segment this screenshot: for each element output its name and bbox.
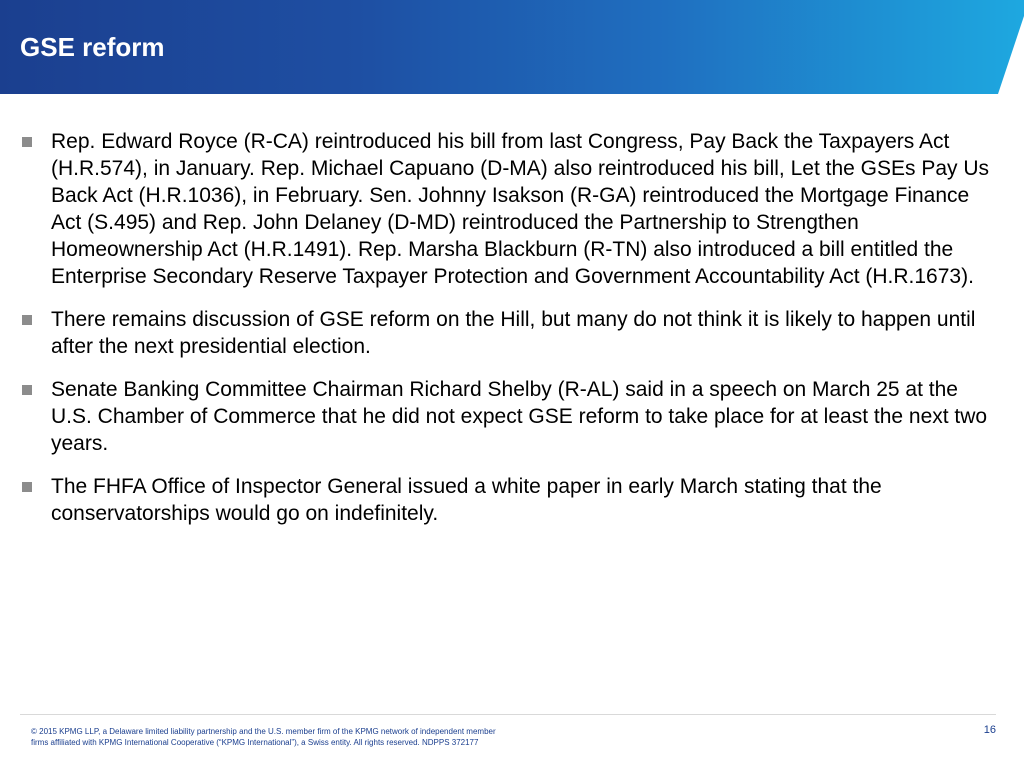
square-bullet-icon	[22, 137, 32, 147]
slide-title: GSE reform	[20, 32, 165, 62]
bullet-item	[22, 306, 990, 360]
page-number: 16	[983, 724, 996, 736]
footer-copyright	[31, 726, 551, 748]
bullet-item	[22, 376, 990, 457]
bullet-list	[22, 128, 990, 543]
footer-copyright-line: © 2015 KPMG LLP, a Delaware limited liability partnership and the U.S. member firm of the KPMG network of independent member	[31, 727, 496, 736]
square-bullet-icon	[22, 315, 32, 325]
bullet-text: There remains discussion of GSE reform on the Hill, but many do not think it is likely to happen until after the next presidential election.	[51, 308, 976, 358]
bullet-text: Rep. Edward Royce (R-CA) reintroduced his bill from last Congress, Pay Back the Taxpayers Act (H.R.574), in January. Rep. Michael Capuano (D-MA) also reintroduced his bill, Let the GSEs Pay Us Back Act (H.R.1036), in February. Sen. Johnny Isakson (R-GA) reintroduced the Mortgage Finance Act (S.495) and Rep. John Delaney (D-MD) reintroduced the Partnership to Strengthen Homeownership Act (H.R.1491). Rep. Marsha Blackburn (R-TN) also introduced a bill entitled the Enterprise Secondary Reserve Taxpayer Protection and Government Accountability Act (H.R.1673).	[51, 130, 990, 288]
bullet-text: The FHFA Office of Inspector General issued a white paper in early March stating that the conservatorships would go on indefinitely.	[51, 475, 882, 525]
footer-divider	[20, 714, 996, 715]
square-bullet-icon	[22, 482, 32, 492]
bullet-item	[22, 128, 990, 290]
footer-copyright-line: firms affiliated with KPMG International Cooperative (“KPMG International”), a Swiss entity. All rights reserved. NDPPS 372177	[31, 738, 479, 747]
square-bullet-icon	[22, 385, 32, 395]
bullet-item	[22, 473, 990, 527]
bullet-text: Senate Banking Committee Chairman Richard Shelby (R-AL) said in a speech on March 25 at the U.S. Chamber of Commerce that he did not expect GSE reform to take place for at least the next two years.	[51, 378, 988, 455]
